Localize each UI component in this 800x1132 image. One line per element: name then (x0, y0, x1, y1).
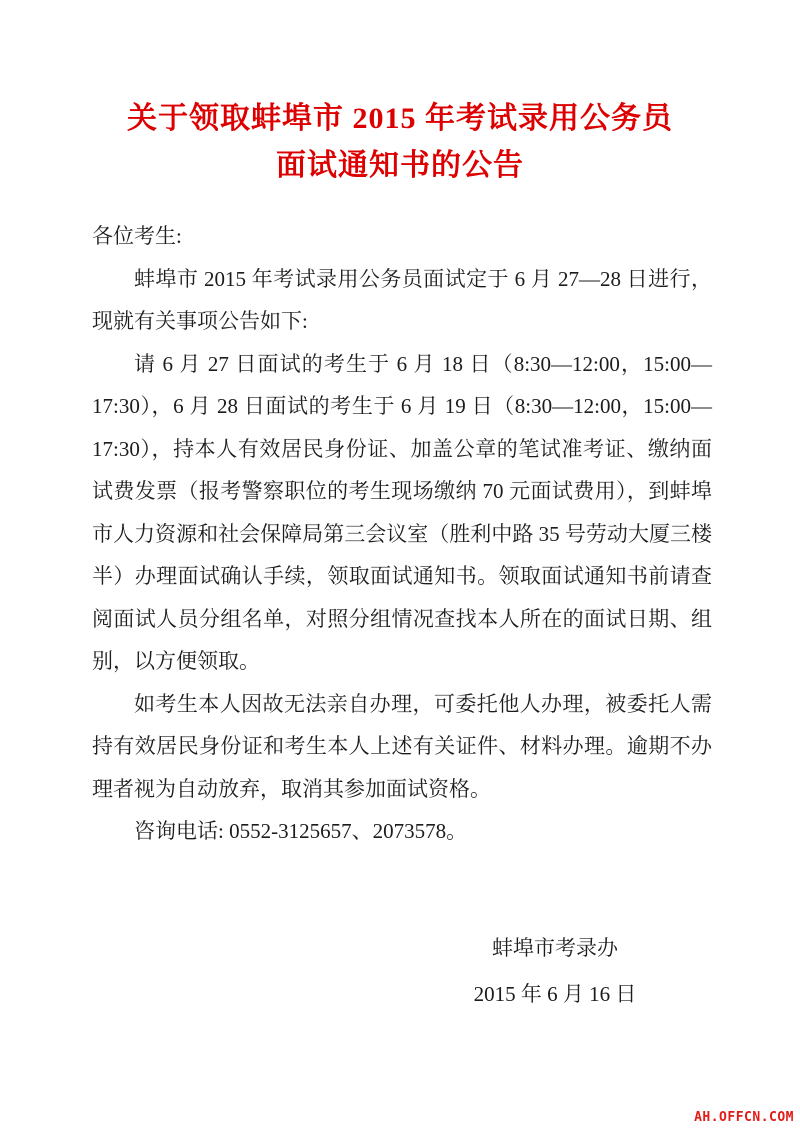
paragraph-phone: 咨询电话: 0552-3125657、2073578。 (134, 819, 468, 843)
offcn-watermark: AH.OFFCN.COM (694, 1110, 794, 1125)
document-title (0, 0, 800, 189)
salutation: 各位考生: (92, 224, 182, 248)
signature-block (400, 925, 710, 1017)
paragraph-delegation: 如考生本人因故无法亲自办理，可委托他人办理，被委托人需持有效居民身份证和考生本人上述有关证件、材料办理。逾期不办理者视为自动放弃，取消其参加面试资格。 (92, 691, 712, 801)
paragraph-procedure: 请 6 月 27 日面试的考生于 6 月 18 日（8:30—12:00，15:00—17:30），6 月 28 日面试的考生于 6 月 19 日（8:30—12:00，15:00—17:30），持本人有效居民身份证、加盖公章的笔试准考证、缴纳面试费发票（报考警察职位的考生现场缴纳 70 元面试费用），到蚌埠市人力资源和社会保障局第三会议室（胜利中路 35 号劳动大厦三楼半）办理面试确认手续，领取面试通知书。领取面试通知书前请查阅面试人员分组名单，对照分组情况查找本人所在的面试日期、组别，以方便领取。 (92, 351, 712, 673)
title-line-2: 面试通知书的公告 (276, 149, 524, 182)
paragraph-intro: 蚌埠市 2015 年考试录用公务员面试定于 6 月 27—28 日进行，现就有关事项公告如下: (92, 266, 712, 333)
signature-date: 2015 年 6 月 16 日 (473, 981, 637, 1006)
document-body (92, 215, 712, 853)
signature-org: 蚌埠市考录办 (492, 935, 618, 960)
title-line-1: 关于领取蚌埠市 2015 年考试录用公务员 (127, 102, 673, 135)
